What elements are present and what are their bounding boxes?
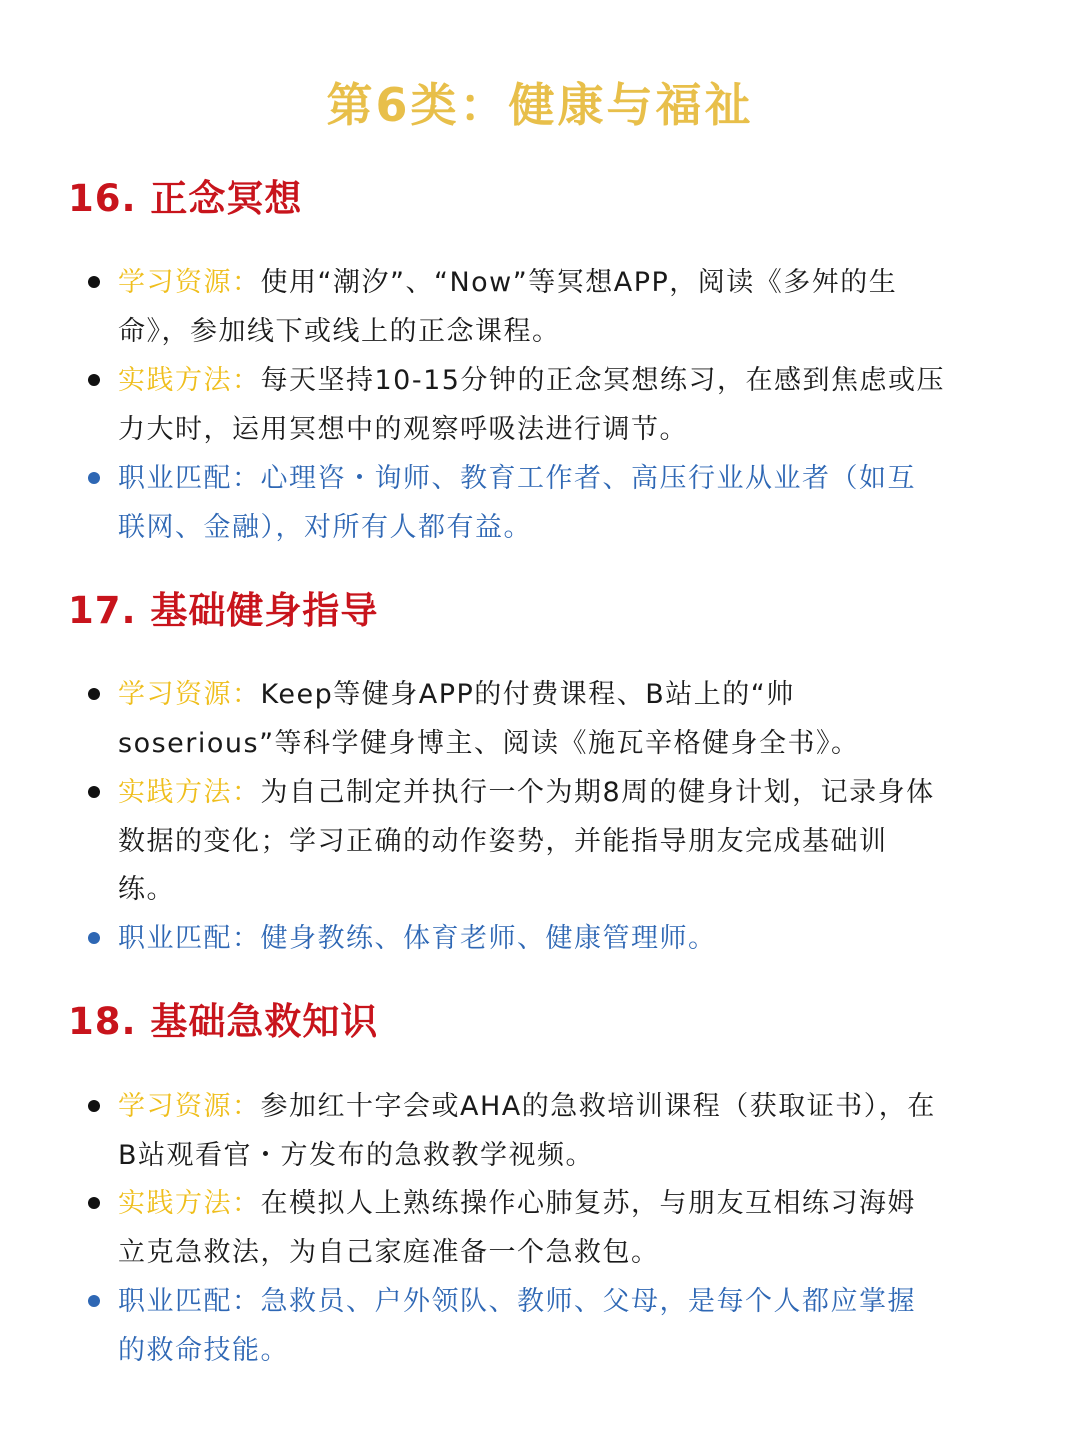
bullet-dot xyxy=(88,276,100,288)
item-line: 健身教练、体育老师、健康管理师。 xyxy=(260,923,717,954)
bullet-dot xyxy=(88,786,100,798)
item-line: 练。 xyxy=(118,874,175,905)
item-label: 职业匹配： xyxy=(118,923,261,954)
item-label: 实践方法： xyxy=(118,365,261,396)
list-item-career xyxy=(118,915,1018,964)
page-title: 第6类：健康与福祉 xyxy=(326,78,754,132)
item-line: 命》，参加线下或线上的正念课程。 xyxy=(118,315,561,347)
item-line: 使用“潮汐”、“Now”等冥想APP，阅读《多舛的生 xyxy=(260,267,898,298)
bullet-dot xyxy=(88,1295,100,1307)
list-item-career xyxy=(118,455,1018,552)
item-line: 为自己制定并执行一个为期8周的健身计划，记录身体 xyxy=(260,777,935,808)
list-item-practice xyxy=(118,1180,1018,1277)
item-label: 职业匹配： xyxy=(118,463,261,494)
section-heading: 17. 基础健身指导 xyxy=(68,589,379,632)
item-label: 学习资源： xyxy=(118,267,261,298)
item-label: 学习资源： xyxy=(118,1091,261,1122)
item-line: 数据的变化；学习正确的动作姿势，并能指导朋友完成基础训 xyxy=(118,825,888,857)
section-heading: 16. 正念冥想 xyxy=(68,177,303,220)
list-item-career xyxy=(118,1278,1018,1375)
item-label: 职业匹配： xyxy=(118,1286,261,1317)
item-line: Keep等健身APP的付费课程、B站上的“帅 xyxy=(260,679,795,710)
item-line: 参加红十字会或AHA的急救培训课程（获取证书），在 xyxy=(260,1091,936,1122)
item-line: 的救命技能。 xyxy=(118,1334,289,1366)
item-line: 力大时，运用冥想中的观察呼吸法进行调节。 xyxy=(118,413,688,445)
list-item-resources xyxy=(118,259,1018,356)
list-item-resources xyxy=(118,671,1018,768)
item-line: 联网、金融），对所有人都有益。 xyxy=(118,511,532,543)
item-label: 实践方法： xyxy=(118,1188,261,1219)
item-line: 每天坚持10-15分钟的正念冥想练习，在感到焦虑或压 xyxy=(260,365,945,396)
section-heading: 18. 基础急救知识 xyxy=(68,1000,379,1043)
bullet-dot xyxy=(88,374,100,386)
list-item-practice xyxy=(118,769,1018,915)
bullet-dot xyxy=(88,1100,100,1112)
item-label: 学习资源： xyxy=(118,679,261,710)
item-line: 急救员、户外领队、教师、父母，是每个人都应掌握 xyxy=(260,1286,916,1317)
item-label: 实践方法： xyxy=(118,777,261,808)
list-item-practice xyxy=(118,357,1018,454)
item-line: soserious”等科学健身博主、阅读《施瓦辛格健身全书》。 xyxy=(118,727,860,759)
bullet-dot xyxy=(88,688,100,700)
item-line: 在模拟人上熟练操作心肺复苏，与朋友互相练习海姆 xyxy=(260,1188,916,1219)
bullet-dot xyxy=(88,472,100,484)
list-item-resources xyxy=(118,1083,1018,1180)
bullet-dot xyxy=(88,932,100,944)
bullet-dot xyxy=(88,1197,100,1209)
item-line: 立克急救法，为自己家庭准备一个急救包。 xyxy=(118,1236,660,1268)
item-line: 心理咨・询师、教育工作者、高压行业从业者（如互 xyxy=(260,463,916,494)
item-line: B站观看官・方发布的急救教学视频。 xyxy=(118,1139,595,1171)
